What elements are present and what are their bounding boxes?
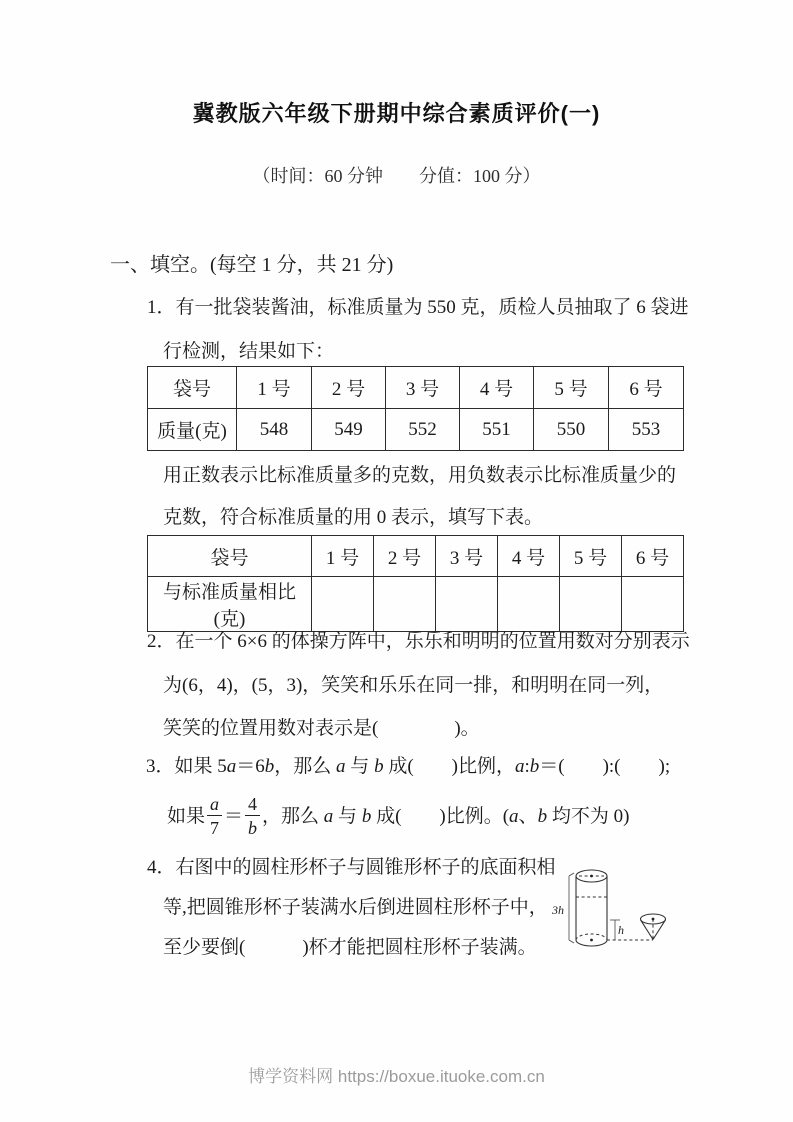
question-3-line-1: 3．如果 5a＝6b，那么 a 与 b 成( )比例，a:b＝( ):( ); (146, 756, 671, 777)
table2-col-header: 2 号 (374, 536, 436, 577)
table-row (148, 409, 684, 451)
q3-line2-suffix: ，那么 a 与 b 成( )比例。(a、b 均不为 0) (262, 805, 630, 827)
table1-cell: 548 (237, 409, 312, 451)
table1-cell: 550 (534, 409, 609, 451)
fraction-4-over-b: $\frac{4}{b}$ (245, 795, 260, 837)
table-row (148, 536, 684, 577)
question-2-line-3: 笑笑的位置用数对表示是( )。 (163, 718, 480, 739)
table1-cell: 551 (460, 409, 534, 451)
table-row (148, 367, 684, 409)
table2-blank-cell (312, 577, 374, 632)
table1-col-header: 5 号 (534, 367, 609, 409)
question-4-line-2: 等,把圆锥形杯子装满水后倒进圆柱形杯子中， (163, 897, 548, 918)
question-1-line-2: 行检测，结果如下： (163, 341, 335, 362)
cylinder-cone-diagram (550, 856, 700, 966)
table1-col-header: 4 号 (460, 367, 534, 409)
table2-row-label: 与标准质量相比(克) (148, 577, 312, 632)
table2-blank-cell (436, 577, 498, 632)
section-1-heading: 一、填空。(每空 1 分，共 21 分) (110, 254, 394, 276)
table1-cell: 549 (312, 409, 386, 451)
table1-cell: 553 (609, 409, 684, 451)
q3-line2-prefix: 如果 (167, 805, 206, 827)
table2-blank-cell (560, 577, 622, 632)
question-1-line-1: 1．有一批袋装酱油，标准质量为 550 克，质检人员抽取了 6 袋进 (147, 297, 689, 318)
table1-corner-header: 袋号 (148, 367, 237, 409)
table1-col-header: 3 号 (386, 367, 460, 409)
question-4-line-1: 4．右图中的圆柱形杯子与圆锥形杯子的底面积相 (147, 857, 556, 878)
table1-col-header: 6 号 (609, 367, 684, 409)
page-title: 冀教版六年级下册期中综合素质评价(一) (192, 101, 601, 126)
fraction-a-over-7: $\frac{a}{7}$ (207, 795, 222, 837)
question-1-note-line-1: 用正数表示比标准质量多的克数，用负数表示比标准质量少的 (163, 465, 677, 486)
mass-measurement-table (147, 366, 684, 451)
table2-col-header: 5 号 (560, 536, 622, 577)
comparison-fill-in-table (147, 535, 684, 632)
question-2-line-2: 为(6，4)，(5，3)，笑笑和乐乐在同一排，和明明在同一列， (163, 675, 664, 696)
cone-height-label: h (618, 923, 624, 937)
footer-watermark: 博学资料网 https://boxue.ituoke.com.cn (248, 1067, 545, 1086)
table2-col-header: 1 号 (312, 536, 374, 577)
table2-blank-cell (374, 577, 436, 632)
table2-col-header: 4 号 (498, 536, 560, 577)
q3-line2-equals: ＝ (224, 805, 244, 827)
question-3-line-2 (167, 793, 629, 839)
table2-col-header: 6 号 (622, 536, 684, 577)
table-row (148, 577, 684, 632)
table1-col-header: 2 号 (312, 367, 386, 409)
question-1-note-line-2: 克数，符合标准质量的用 0 表示，填写下表。 (163, 507, 544, 528)
cylinder-height-label: 3h (552, 903, 564, 917)
question-4-line-3: 至少要倒( )杯才能把圆柱形杯子装满。 (163, 937, 537, 958)
table1-col-header: 1 号 (237, 367, 312, 409)
table2-corner-header: 袋号 (148, 536, 312, 577)
question-2-line-1: 2．在一个 6×6 的体操方阵中，乐乐和明明的位置用数对分别表示 (147, 631, 690, 652)
table2-blank-cell (622, 577, 684, 632)
table1-cell: 552 (386, 409, 460, 451)
exam-time-score-line: （时间：60 分钟 分值：100 分） (252, 166, 541, 186)
table1-row-label: 质量(克) (148, 409, 237, 451)
table2-col-header: 3 号 (436, 536, 498, 577)
table2-blank-cell (498, 577, 560, 632)
